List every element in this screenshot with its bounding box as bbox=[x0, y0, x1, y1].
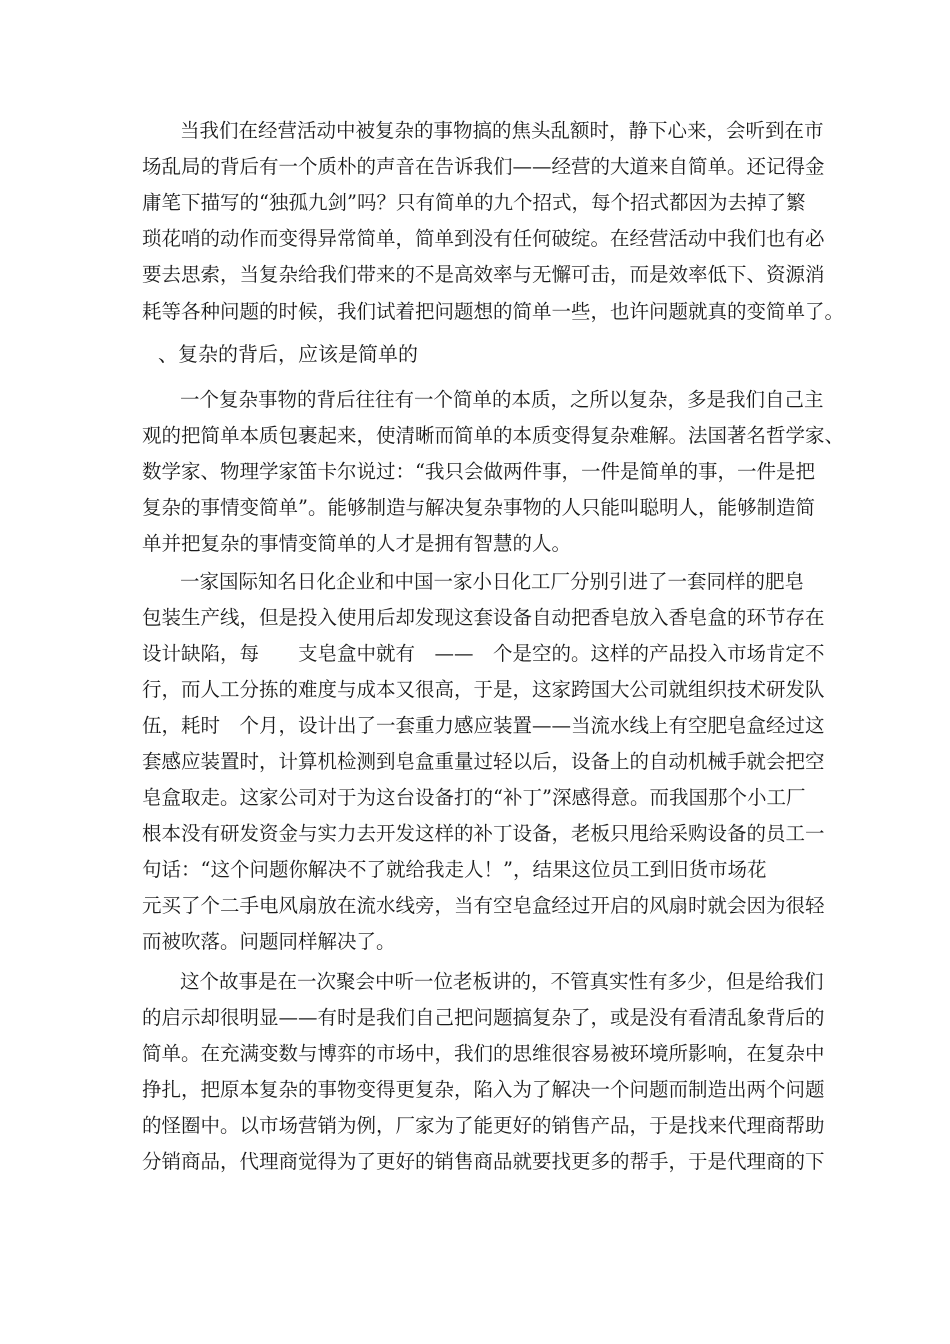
paragraph-3-line-7: 皂盒取走。这家公司对于为这台设备打的“补丁”深感得意。而我国那个小工厂 bbox=[142, 786, 806, 809]
paragraph-2-line-3: 数学家、物理学家笛卡尔说过：“我只会做两件事，一件是简单的事，一件是把 bbox=[142, 460, 815, 483]
paragraph-4-line-3: 简单。在充满变数与博弈的市场中，我们的思维很容易被环境所影响，在复杂中 bbox=[142, 1042, 825, 1065]
paragraph-1-line-2: 场乱局的背后有一个质朴的声音在告诉我们——经营的大道来自简单。还记得金 bbox=[142, 155, 825, 178]
paragraph-3-line-10: 元买了个二手电风扇放在流水线旁，当有空皂盒经过开启的风扇时就会因为很轻 bbox=[142, 894, 825, 917]
paragraph-2-line-2: 观的把简单本质包裹起来，使清晰而简单的本质变得复杂难解。法国著名哲学家、 bbox=[142, 424, 845, 447]
paragraph-4-line-1: 这个故事是在一次聚会中听一位老板讲的，不管真实性有多少，但是给我们 bbox=[180, 970, 824, 993]
paragraph-3-line-1: 一家国际知名日化企业和中国一家小日化工厂分别引进了一套同样的肥皂 bbox=[180, 570, 805, 593]
paragraph-2-line-4: 复杂的事情变简单”。能够制造与解决复杂事物的人只能叫聪明人，能够制造简 bbox=[142, 496, 815, 519]
paragraph-3-line-5: 伍，耗时 个月，设计出了一套重力感应装置——当流水线上有空肥皂盒经过这 bbox=[142, 714, 825, 737]
paragraph-1-line-5: 要去思索，当复杂给我们带来的不是高效率与无懈可击，而是效率低下、资源消 bbox=[142, 263, 825, 286]
paragraph-3-line-11: 而被吹落。问题同样解决了。 bbox=[142, 930, 396, 953]
paragraph-3-line-6: 套感应装置时，计算机检测到皂盒重量过轻以后，设备上的自动机械手就会把空 bbox=[142, 750, 825, 773]
paragraph-3-line-3: 设计缺陷，每 支皂盒中就有 —— 个是空的。这样的产品投入市场肯定不 bbox=[142, 642, 825, 665]
paragraph-4-line-4: 挣扎，把原本复杂的事物变得更复杂，陷入为了解决一个问题而制造出两个问题 bbox=[142, 1078, 825, 1101]
paragraph-3-line-9: 句话：“这个问题你解决不了就给我走人！”，结果这位员工到旧货市场花 bbox=[142, 858, 767, 881]
paragraph-1-line-4: 琐花哨的动作而变得异常简单，简单到没有任何破绽。在经营活动中我们也有必 bbox=[142, 227, 825, 250]
paragraph-1-line-3: 庸笔下描写的“独孤九剑”吗？只有简单的九个招式，每个招式都因为去掉了繁 bbox=[142, 191, 806, 214]
paragraph-1-line-6: 耗等各种问题的时候，我们试着把问题想的简单一些，也许问题就真的变简单了。 bbox=[142, 300, 845, 323]
section-heading: 、复杂的背后，应该是简单的 bbox=[158, 342, 418, 366]
paragraph-3-line-4: 行，而人工分拣的难度与成本又很高，于是，这家跨国大公司就组织技术研发队 bbox=[142, 678, 825, 701]
paragraph-2-line-5: 单并把复杂的事情变简单的人才是拥有智慧的人。 bbox=[142, 532, 572, 555]
paragraph-4-line-6: 分销商品，代理商觉得为了更好的销售商品就要找更多的帮手，于是代理商的下 bbox=[142, 1150, 825, 1173]
paragraph-3-line-2: 包装生产线，但是投入使用后却发现这套设备自动把香皂放入香皂盒的环节存在 bbox=[142, 606, 825, 629]
paragraph-3-line-8: 根本没有研发资金与实力去开发这样的补丁设备，老板只甩给采购设备的员工一 bbox=[142, 822, 825, 845]
paragraph-1-line-1: 当我们在经营活动中被复杂的事物搞的焦头乱额时，静下心来，会听到在市 bbox=[180, 119, 824, 142]
paragraph-4-line-2: 的启示却很明显——有时是我们自己把问题搞复杂了，或是没有看清乱象背后的 bbox=[142, 1006, 825, 1029]
paragraph-2-line-1: 一个复杂事物的背后往往有一个简单的本质，之所以复杂，多是我们自己主 bbox=[180, 388, 824, 411]
paragraph-4-line-5: 的怪圈中。以市场营销为例，厂家为了能更好的销售产品，于是找来代理商帮助 bbox=[142, 1114, 825, 1137]
